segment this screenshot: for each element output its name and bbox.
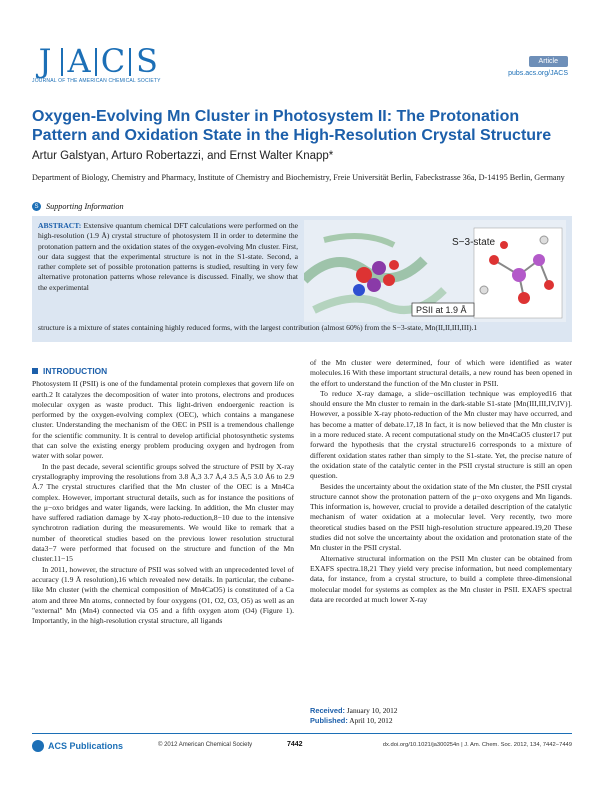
- body-paragraph: In 2011, however, the structure of PSII was solved with an unprecedented level of accuracy (1.9 Å resolution),16 which revealed new details. In particular, the cubane-like Mn cluster (with the chemical composition of Mn4CaO5) is constituted of a Ca atom and three Mn atoms, connected by four oxygens (O1, O2, O3, O5) as well as an "external" Mn (Mn4) connected via O5 and a fifth oxygen atom (O4) (Figure 1). Importantly, in the high-resolution crystal structure, all ligands: [32, 564, 294, 626]
- body-paragraph: Photosystem II (PSII) is one of the fundamental protein complexes that govern life on earth.2 It catalyzes the decomposition of water into protons, electrons and produces molecular oxygen as waste product. This light-driven endoergenic reaction is performed by the oxygen-evolving complex (OEC), which contains a manganese cluster. Understanding the mechanism of the OEC in PSII is a tremendous challenge for the scientific community. It is central to develop artificial photosynthetic systems that can solve the existing energy problem producing oxygen and hydrogen from water with solar power.: [32, 379, 294, 461]
- manganese-atom: [512, 268, 526, 282]
- body-paragraph: of the Mn cluster were determined, four of which were identified as water molecules.16 With these important structural details, a new round has been opened in the effort to understand the function of the Mn cluster in PSII.: [310, 358, 572, 388]
- oxygen-atom: [389, 260, 399, 270]
- copyright-notice: © 2012 American Chemical Society: [158, 742, 253, 748]
- graphic-label-state: S−3-state: [452, 237, 496, 248]
- body-paragraph: In the past decade, several scientific groups solved the structure of PSII by X-ray crystallography improving the resolutions from 3.8 Å,3 3.7 Å,4 3.5 Å,5 3.0 Å6 to 2.9 Å.7 The crystal structures clarified that the Mn cluster of the OEC is a Mn4Ca complex. However, important structural details, such as for instance the positions of the μ−oxo bridges and water ligands, were lacking. In addition, the Mn cluster may have suffered radiation damage by X-ray photo-reduction,8−10 due to the intensive synchrotron radiation during the measurements. We would like to remark that a number of theoretical studies based on the previous lower resolution structural data3−7 were performed that focused on the structure and function of the Mn cluster.11−15: [32, 461, 294, 564]
- footer-divider: [32, 733, 572, 734]
- calcium-atom: [353, 284, 365, 296]
- supporting-info-label: Supporting Information: [46, 202, 124, 211]
- left-column: [32, 366, 294, 626]
- affiliation: Department of Biology, Chemistry and Pharmacy, Institute of Chemistry and Biochemistry, Freie Universität Berlin, Fabeckstrasse 36a, D-14195 Berlin, Germany: [32, 173, 565, 182]
- acs-publications-logo[interactable]: [32, 740, 123, 752]
- publication-dates: [310, 706, 397, 726]
- abstract-label: ABSTRACT:: [38, 221, 82, 230]
- journal-url-link[interactable]: pubs.acs.org/JACS: [508, 70, 568, 77]
- article-title: Oxygen-Evolving Mn Cluster in Photosystem II: The Protonation Pattern and Oxidation State in the High-Resolution Crystal Structure: [32, 108, 552, 144]
- article-type-badge: Article: [529, 56, 568, 67]
- logo-divider: [61, 48, 63, 76]
- logo-letter-c: C: [100, 42, 126, 80]
- hydrogen-atom: [480, 286, 488, 294]
- published-label: Published:: [310, 716, 348, 725]
- oxygen-atom: [489, 255, 499, 265]
- section-heading: [32, 366, 294, 376]
- abstract-body: Extensive quantum chemical DFT calculations were performed on the high-resolution (1.9 Å) crystal structure of photosystem II in order to determine the protonation pattern and the oxidation states of the oxygen-evolving Mn cluster. First, our data suggest that the experimental structure is not in the S1-state. Second, a rather complete set of possible protonation patterns is studied, resulting in very few alternative protonation patterns whose relevance is discussed. Finally, we show that the experimental: [38, 221, 298, 292]
- author-list[interactable]: Artur Galstyan, Arturo Robertazzi, and Ernst Walter Knapp*: [32, 150, 334, 162]
- manganese-atom: [533, 254, 545, 266]
- logo-letter-s: S: [136, 42, 158, 80]
- abstract-box: [32, 216, 572, 342]
- received-label: Received:: [310, 706, 345, 715]
- body-paragraph: Alternative structural information on the PSII Mn cluster can be obtained from EXAFS spectra.18,21 They yield very precise information, but need complementary data, for instance, from a crystal structure, to build a complete three-dimensional molecular model for systems as complex as the Mn cluster in PSII. EXAFS spectral data are recorded at much lower X-ray: [310, 553, 572, 604]
- published-date: April 10, 2012: [349, 716, 393, 725]
- toc-graphic: [304, 220, 566, 322]
- jacs-logo: [32, 42, 182, 86]
- acs-logo-icon: [32, 740, 44, 752]
- section-heading-label: INTRODUCTION: [43, 366, 108, 376]
- section-marker-icon: [32, 368, 38, 374]
- oxygen-atom: [518, 292, 530, 304]
- abstract-text: [38, 221, 298, 293]
- logo-divider: [95, 48, 97, 76]
- logo-divider: [129, 48, 131, 76]
- logo-letter-a: A: [67, 42, 91, 80]
- body-paragraph: Besides the uncertainty about the oxidation state of the Mn cluster, the PSII crystal structure cannot show the protonation pattern of the μ−oxo oxygens and Mn ligands. This information is, however, crucial to provide a detailed description of the catalytic mechanism of water oxidation at a molecular level. Very recently, two more theoretical studies based on the PSII high-resolution structure appeared.19,20 These studies did not solve the uncertainty about the oxidation and protonation state of the Mn cluster in the PSII crystal.: [310, 481, 572, 553]
- body-paragraph: To reduce X-ray damage, a slide−oscillation technique was employed16 that should ensure the Mn cluster to remain in the dark-stable S1-state [Mn(III,III,IV,IV)]. However, a possible X-ray photo-reduction of the Mn cluster may have occurred, and has become a matter of debate.17,18 In fact, it is now believed that the Mn cluster is in a more reduced state. A recent computational study on the Mn4CaO5 cluster17 put forward the hypothesis that the crystal structure16 corresponds to a mixture of different oxidation states rather than simply to the S1-state. Yet, the precise nature of the oxidation state of the catalytic center in the PSII crystal structure is still an open question.: [310, 388, 572, 481]
- manganese-atom: [367, 278, 381, 292]
- oxygen-atom: [500, 241, 508, 249]
- right-column: [310, 358, 572, 605]
- oxygen-atom: [383, 274, 395, 286]
- supporting-info-link[interactable]: [32, 202, 124, 211]
- manganese-atom: [372, 261, 386, 275]
- received-date: January 10, 2012: [346, 706, 398, 715]
- logo-letter-j: J: [38, 42, 52, 80]
- doi-citation[interactable]: dx.doi.org/10.1021/ja300254n | J. Am. Chem. Soc. 2012, 134, 7442−7449: [382, 742, 572, 748]
- graphic-label-resolution: PSII at 1.9 Å: [416, 305, 467, 315]
- acs-publisher-name: ACS Publications: [48, 741, 124, 751]
- supporting-info-icon: S: [32, 202, 41, 211]
- hydrogen-atom: [540, 236, 548, 244]
- logo-tagline: JOURNAL OF THE AMERICAN CHEMICAL SOCIETY: [32, 78, 161, 84]
- abstract-tail: structure is a mixture of states containing highly reduced forms, with the largest contribution (almost 60%) from the S−3-state, Mn(II,II,III,III).1: [38, 323, 478, 332]
- page-number: 7442: [287, 741, 303, 748]
- oxygen-atom: [544, 280, 554, 290]
